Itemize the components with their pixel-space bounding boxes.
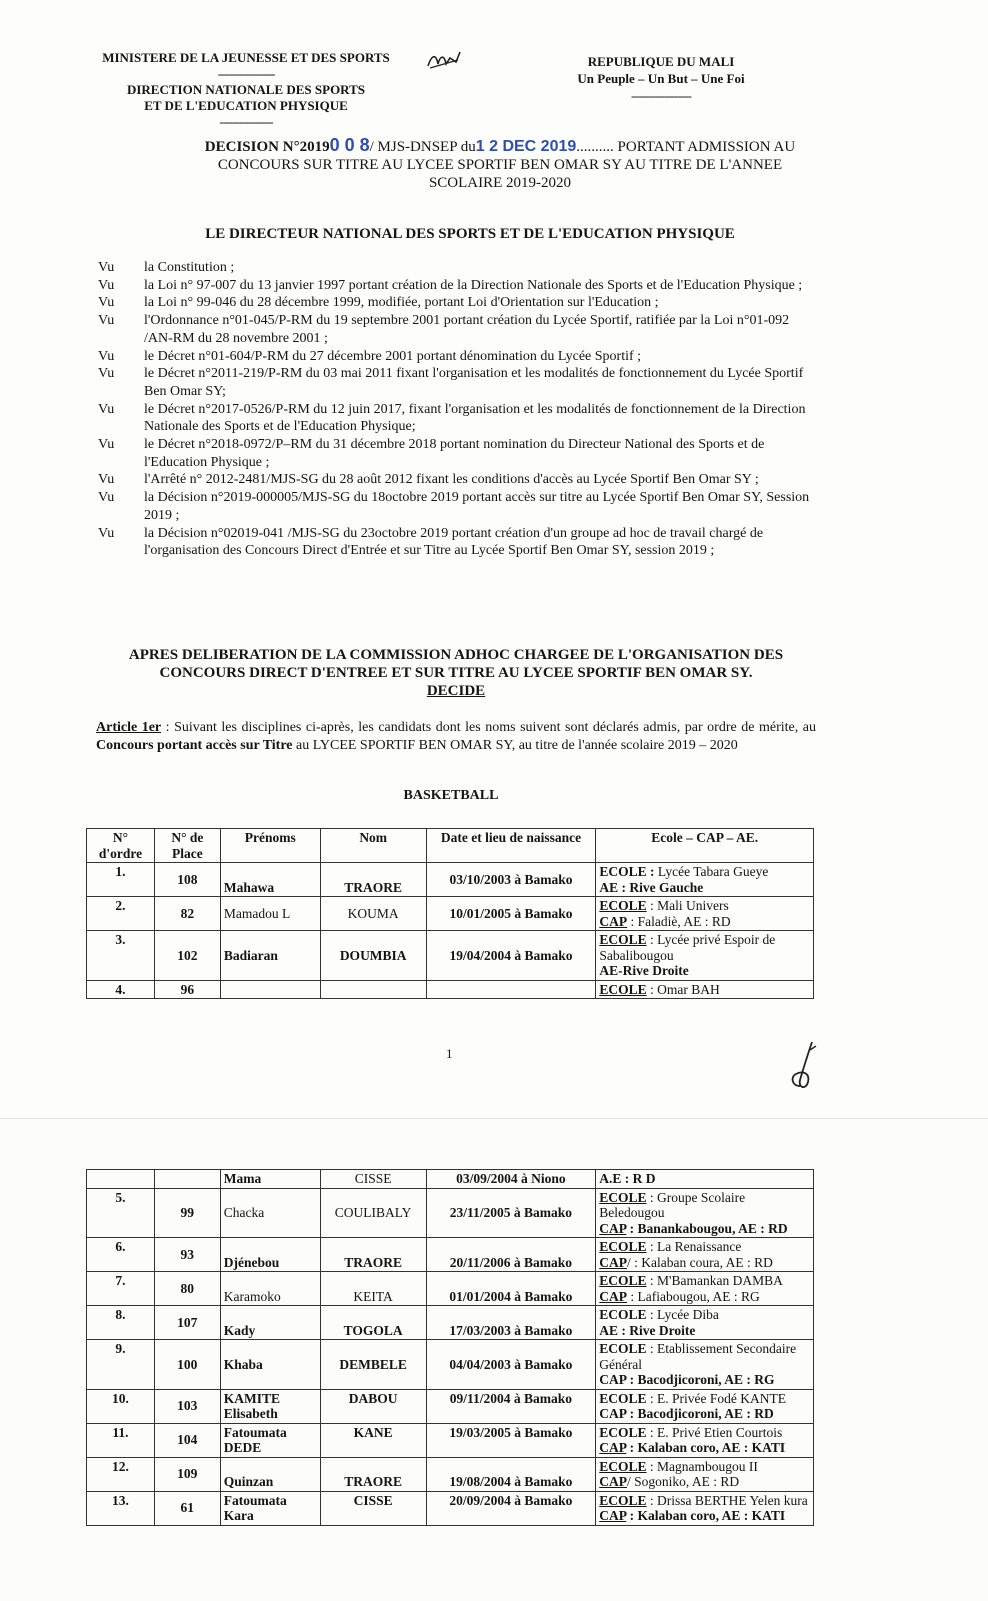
decision-title-rest: PORTANT ADMISSION AU CONCOURS SUR TITRE AU LYCEE SPORTIF BEN OMAR SY AU TITRE DE L'ANNEE SCOLAIRE 2019-2020 — [217, 139, 796, 191]
article-bold-text: Concours portant accès sur Titre — [96, 737, 293, 753]
vu-item: Vu la Décision n°2019-000005/MJS-SG du 18octobre 2019 portant accès sur titre au Lycée Sportif Ben Omar SY, Session 2019 ; — [98, 490, 810, 523]
school-cell: ECOLE : Groupe Scolaire Beledougou CAP : Banankabougou, AE : RD — [596, 1188, 814, 1238]
discipline-title: BASKETBALL — [403, 788, 499, 803]
header-ecole: Ecole – CAP – AE. — [596, 829, 814, 863]
vu-item: Vu la Décision n°02019-041 /MJS-SG du 23octobre 2019 portant création d'un groupe ad hoc de travail chargé de l'organisation des Concours Direct d'Entrée et sur Titre au Lycée Sportif Ben Omar SY, session 2019 ; — [98, 525, 764, 559]
table-row: 11. 104 Fatoumata DEDE KANE 19/03/2005 à Bamako ECOLE : E. Privé Etien Courtois CAP : Kalaban coro, AE : KATI — [87, 1423, 814, 1457]
page-number: 1 — [446, 1046, 453, 1061]
table-row: 13. 61 Fatoumata Kara CISSE 20/09/2004 à Bamako ECOLE : Drissa BERTHE Yelen kura CAP : Kalaban coro, AE : KATI — [87, 1491, 814, 1525]
table-row: 4. 96 ECOLE : Omar BAH — [87, 980, 814, 999]
republic-header — [566, 53, 756, 104]
school-cell: ECOLE : Drissa BERTHE Yelen kura CAP : Kalaban coro, AE : KATI — [596, 1491, 814, 1525]
school-cell: ECOLE : Mali Univers CAP : Faladiè, AE : RD — [596, 897, 814, 931]
vu-item: Vu l'Arrêté n° 2012-2481/MJS-SG du 28 août 2012 fixant les conditions d'accès au Lycée Sportif Ben Omar SY ; — [98, 472, 759, 488]
table-row: 5. 99 Chacka COULIBALY 23/11/2005 à Bamako ECOLE : Groupe Scolaire Beledougou CAP : Banankabougou, AE : RD — [87, 1188, 814, 1238]
director-title: LE DIRECTEUR NATIONAL DES SPORTS ET DE L'EDUCATION PHYSIQUE — [205, 226, 735, 242]
vu-item: Vu la Loi n° 99-046 du 28 décembre 1999, modifiée, portant Loi d'Orientation sur l'Education ; — [98, 295, 659, 311]
school-cell: ECOLE : Lycée privé Espoir de Sabalibougou AE-Rive Droite — [596, 931, 814, 981]
republic-name: REPUBLIQUE DU MALI — [587, 54, 735, 69]
decide-heading: DECIDE — [426, 683, 486, 699]
header-nom: Nom — [320, 829, 426, 863]
school-cell: ECOLE : La Renaissance CAP/ : Kalaban coura, AE : RD — [596, 1238, 814, 1272]
header-naissance: Date et lieu de naissance — [426, 829, 596, 863]
table-row: 6. 93 Djénebou TRAORE 20/11/2006 à Bamako ECOLE : La Renaissance CAP/ : Kalaban coura, AE : RD — [87, 1238, 814, 1272]
school-cell: ECOLE : Lycée Diba AE : Rive Droite — [596, 1306, 814, 1340]
republic-motto: Un Peuple – Un But – Une Foi — [577, 71, 745, 86]
signature-scribble-icon — [786, 1040, 826, 1096]
header-divider: ----------------- — [217, 66, 275, 81]
header-divider: ------------------ — [631, 88, 691, 103]
decision-number-stamp: 0 0 8 — [329, 135, 370, 155]
table-row: 2. 82 Mamadou L KOUMA 10/01/2005 à Bamako ECOLE : Mali Univers CAP : Faladiè, AE : RD — [87, 897, 814, 931]
document-page-2 — [0, 1118, 988, 1601]
article-text-a: : Suivant les disciplines ci-après, les candidats dont les noms suivent sont déclarés admis, par ordre de mérite, au — [161, 720, 816, 735]
ministry-header — [96, 50, 396, 130]
vu-item: Vu l'Ordonnance n°01-045/P-RM du 19 septembre 2001 portant création du Lycée Sportif, ratifiée par la Loi n°01-092 /AN-RM du 28 novembre 2001 ; — [98, 313, 790, 346]
header-divider: ---------------- — [219, 114, 273, 129]
admission-table-page2 — [86, 1169, 814, 1526]
table-row: 10. 103 KAMITE Elisabeth DABOU 09/11/2004 à Bamako ECOLE : E. Privée Fodé KANTE CAP : Bacodjicoroni, AE : RD — [87, 1389, 814, 1423]
vu-item: Vu le Décret n°2018-0972/P–RM du 31 décembre 2018 portant nomination du Directeur National des Sports et de l'Education Physique ; — [98, 437, 765, 470]
admission-table-page1 — [86, 828, 814, 999]
ministry-name: MINISTERE DE LA JEUNESSE ET DES SPORTS — [102, 50, 390, 65]
school-cell: ECOLE : E. Privé Etien Courtois CAP : Kalaban coro, AE : KATI — [596, 1423, 814, 1457]
initials-scribble-icon — [426, 50, 462, 72]
decision-dots: .......... — [576, 139, 614, 155]
direction-name-line2: ET DE L'EDUCATION PHYSIQUE — [144, 98, 348, 113]
deliberation-line1: APRES DELIBERATION DE LA COMMISSION ADHOC CHARGEE DE L'ORGANISATION DES — [128, 647, 784, 663]
table-row: 3. 102 Badiaran DOUMBIA 19/04/2004 à Bamako ECOLE : Lycée privé Espoir de Sabalibougou AE-Rive Droite — [87, 931, 814, 981]
article-1 — [96, 719, 816, 754]
article-label: Article 1er — [96, 720, 162, 735]
table-row: 1. 108 Mahawa TRAORE 03/10/2003 à Bamako ECOLE : Lycée Tabara Gueye AE : Rive Gauche — [87, 863, 814, 897]
decision-middle: / MJS-DNSEP du — [369, 139, 476, 155]
school-cell: ECOLE : M'Bamankan DAMBA CAP : Lafiabougou, AE : RG — [596, 1272, 814, 1306]
article-text-b: au LYCEE SPORTIF BEN OMAR SY, au titre de l'année scolaire 2019 – 2020 — [292, 737, 738, 753]
vu-list — [98, 259, 818, 560]
school-cell: ECOLE : Etablissement Secondaire Général CAP : Bacodjicoroni, AE : RG — [596, 1340, 814, 1390]
decision-date-stamp: 1 2 DEC 2019 — [475, 138, 577, 155]
header-place: N° de Place — [154, 829, 220, 863]
school-cell: ECOLE : Lycée Tabara Gueye AE : Rive Gauche — [596, 863, 814, 897]
vu-item: Vu le Décret n°2011-219/P-RM du 03 mai 2011 fixant l'organisation et les modalités de fonctionnement du Lycée Sportif Ben Omar SY; — [98, 366, 804, 399]
decision-prefix: DECISION N°2019 — [204, 139, 330, 155]
table-row: 8. 107 Kady TOGOLA 17/03/2003 à Bamako ECOLE : Lycée Diba AE : Rive Droite — [87, 1306, 814, 1340]
school-cell: ECOLE : Magnambougou II CAP/ Sogoniko, AE : RD — [596, 1457, 814, 1491]
direction-name-line1: DIRECTION NATIONALE DES SPORTS — [126, 82, 366, 97]
table-row: 12. 109 Quinzan TRAORE 19/08/2004 à Bamako ECOLE : Magnambougou II CAP/ Sogoniko, AE : RD — [87, 1457, 814, 1491]
deliberation-line2: CONCOURS DIRECT D'ENTREE ET SUR TITRE AU LYCEE SPORTIF BEN OMAR SY. — [159, 665, 753, 681]
table-row: 7. 80 Karamoko KEITA 01/01/2004 à Bamako ECOLE : M'Bamankan DAMBA CAP : Lafiabougou, AE : RG — [87, 1272, 814, 1306]
table-row: Mama CISSE 03/09/2004 à Niono A.E : R D — [87, 1170, 814, 1189]
school-cell: ECOLE : Omar BAH — [596, 980, 814, 999]
vu-item: Vu la Constitution ; — [98, 260, 235, 275]
vu-item: Vu la Loi n° 97-007 du 13 janvier 1997 portant création de la Direction Nationale des Sports et de l'Education Physique ; — [98, 277, 803, 293]
vu-item: Vu le Décret n°2017-0526/P-RM du 12 juin 2017, fixant l'organisation et les modalités de fonctionnement de la Direction Nationale des Sports et de l'Education Physique; — [98, 401, 806, 435]
vu-item: Vu le Décret n°01-604/P-RM du 27 décembre 2001 portant dénomination du Lycée Sportif ; — [98, 348, 642, 364]
table-header-row — [87, 829, 814, 863]
header-ordre: N° d'ordre — [87, 829, 155, 863]
decision-title — [190, 136, 810, 192]
table-row: 9. 100 Khaba DEMBELE 04/04/2003 à Bamako ECOLE : Etablissement Secondaire Général CAP : Bacodjicoroni, AE : RG — [87, 1340, 814, 1390]
deliberation-heading — [96, 646, 816, 700]
header-prenoms: Prénoms — [220, 829, 320, 863]
school-cell: ECOLE : E. Privée Fodé KANTE CAP : Bacodjicoroni, AE : RD — [596, 1389, 814, 1423]
